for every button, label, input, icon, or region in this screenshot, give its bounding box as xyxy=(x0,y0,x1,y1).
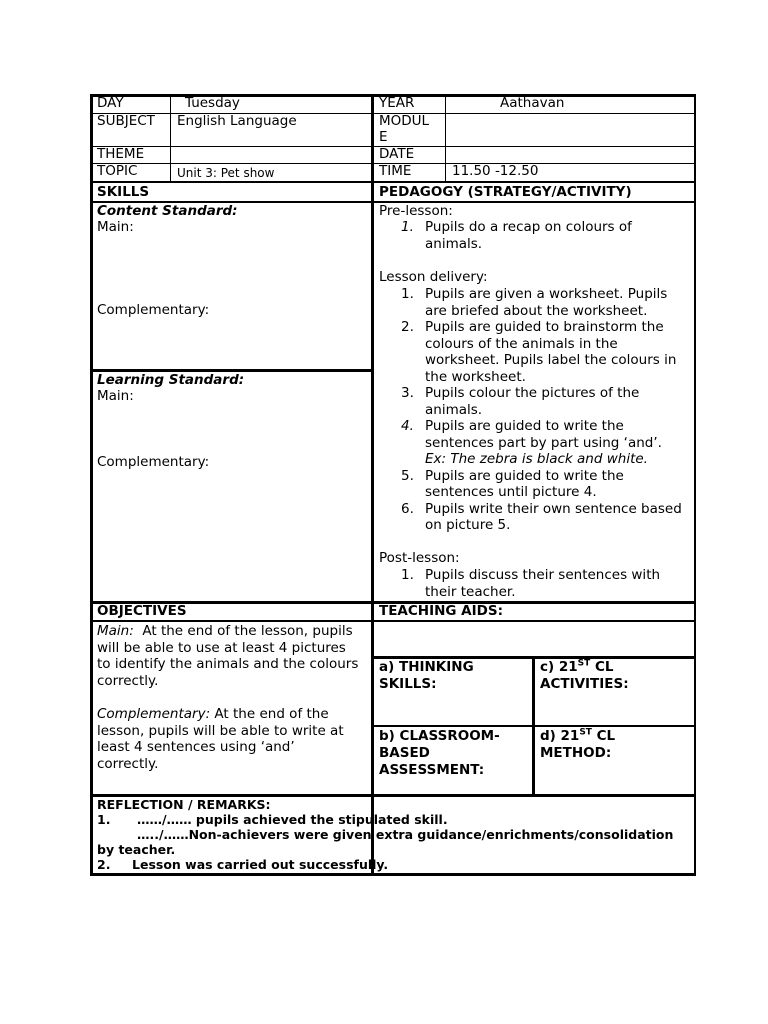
content-standard-complementary: Complementary: xyxy=(97,302,210,318)
cl-method-label: d) 21ST CL xyxy=(540,727,616,744)
reflection-line-1: ……/…… pupils achieved the stipulated skill. xyxy=(137,812,448,827)
topic-value: Unit 3: Pet show xyxy=(177,166,275,180)
reflection-line-4-number: 2. xyxy=(97,857,111,872)
list-number: 1. xyxy=(401,219,414,235)
day-value: Tuesday xyxy=(185,95,240,111)
reflection-line-2: …../……Non-achievers were given extra guidance/enrichments/consolidation xyxy=(137,827,674,842)
day-label: DAY xyxy=(97,95,124,111)
year-label: YEAR xyxy=(379,95,415,111)
time-label: TIME xyxy=(379,163,412,179)
theme-label: THEME xyxy=(97,146,145,162)
reflection-heading: REFLECTION / REMARKS: xyxy=(97,797,271,812)
thinking-skills-label: a) THINKING xyxy=(379,659,474,675)
time-value: 11.50 -12.50 xyxy=(452,163,539,179)
objective-complementary: Complementary: At the end of the xyxy=(97,706,329,722)
content-standard-main: Main: xyxy=(97,219,134,235)
topic-label: TOPIC xyxy=(97,163,138,179)
objective-main: Main: At the end of the lesson, pupils xyxy=(97,623,353,639)
pedagogy-heading: PEDAGOGY (STRATEGY/ACTIVITY) xyxy=(379,184,632,200)
reflection-line-3: by teacher. xyxy=(97,842,176,857)
objective-complementary-label: Complementary: xyxy=(97,706,211,722)
example-text: Ex: The zebra is black and white. xyxy=(425,451,648,467)
reflection-line-4: Lesson was carried out successfully. xyxy=(132,857,389,872)
learning-standard-main: Main: xyxy=(97,388,134,404)
module-label-line2: E xyxy=(379,129,388,145)
content-standard-heading: Content Standard: xyxy=(97,203,238,219)
year-value: Aathavan xyxy=(500,95,565,111)
subject-value: English Language xyxy=(177,113,297,129)
module-label-line1: MODUL xyxy=(379,113,430,129)
classroom-assessment-label: b) CLASSROOM- xyxy=(379,728,500,744)
lesson-delivery-label: Lesson delivery: xyxy=(379,269,488,285)
objectives-heading: OBJECTIVES xyxy=(97,603,187,619)
pre-lesson-label: Pre-lesson: xyxy=(379,203,453,219)
teaching-aids-heading: TEACHING AIDS: xyxy=(379,603,503,619)
reflection-line-1-number: 1. xyxy=(97,812,111,827)
post-lesson-label: Post-lesson: xyxy=(379,550,460,566)
skills-heading: SKILLS xyxy=(97,184,150,200)
date-label: DATE xyxy=(379,146,415,162)
objective-main-label: Main: xyxy=(97,623,134,639)
learning-standard-heading: Learning Standard: xyxy=(97,372,245,388)
subject-label: SUBJECT xyxy=(97,113,155,129)
learning-standard-complementary: Complementary: xyxy=(97,454,210,470)
cl-activities-label: c) 21ST CL xyxy=(540,658,614,675)
